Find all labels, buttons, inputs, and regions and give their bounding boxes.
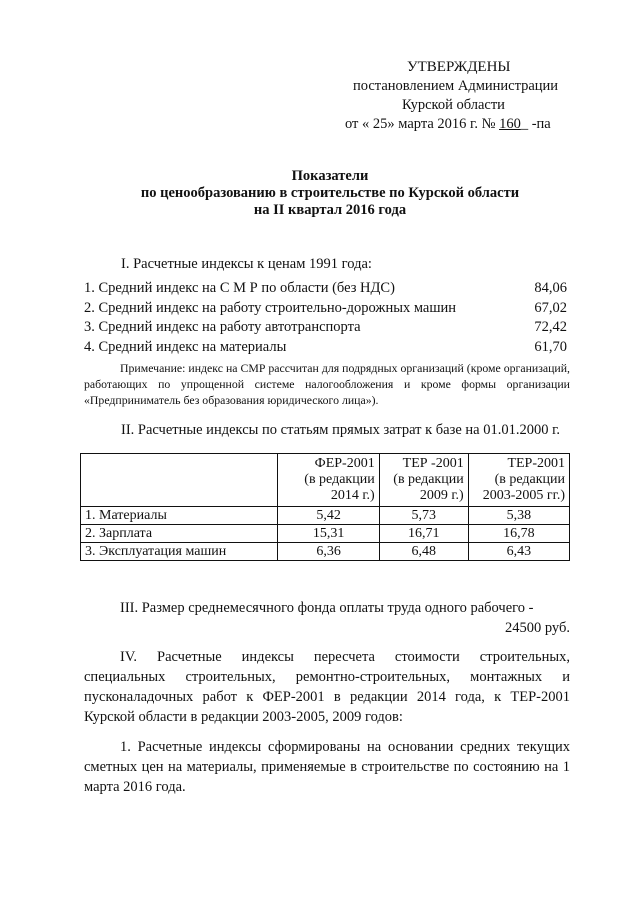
index-label: 2. Средний индекс на работу строительно-дорожных машин xyxy=(84,299,457,316)
column-header-line: (в редакции xyxy=(393,472,464,487)
section-4-text: IV. Расчетные индексы пересчета стоимости строительных, специальных строительных, ремонтно-строительных, монтажных и пусконаладочных работ к ФЕР-2001 в редакции 2014 года, к ТЕР-2001 Курской области в редакции 2003-2005, 2009 годов: xyxy=(84,649,570,725)
section-3-amount: 24500 руб. xyxy=(505,620,570,636)
table-cell: 6,48 xyxy=(379,543,468,561)
table-cell: 16,71 xyxy=(379,525,468,543)
direct-cost-index-table xyxy=(80,453,570,561)
row-label: 2. Зарплата xyxy=(81,525,278,543)
table-header-cell xyxy=(468,454,569,507)
index-value: 61,70 xyxy=(534,338,567,355)
approval-block xyxy=(345,58,585,134)
section-3-text: III. Размер среднемесячного фонда оплаты труда одного рабочего - xyxy=(120,600,534,616)
approval-date: от « 25» марта 2016 г. № xyxy=(345,116,500,132)
note-text: Примечание: индекс на СМР рассчитан для подрядных организаций (кроме организаций, работающих по упрощенной системе налогообложения и кроме формы организации «Предприниматель без образования юридического лица»). xyxy=(84,361,570,407)
column-header-line: 2014 г.) xyxy=(330,488,375,503)
table-cell: 15,31 xyxy=(278,525,379,543)
table-row xyxy=(81,525,570,543)
index-value: 67,02 xyxy=(534,299,567,316)
approval-line-2: постановлением Администрации xyxy=(353,78,559,94)
approval-number: 160 xyxy=(499,116,521,132)
table-cell: 6,43 xyxy=(468,543,569,561)
column-header-line: (в редакции xyxy=(304,472,375,487)
table-row xyxy=(81,507,570,525)
list-item xyxy=(84,279,567,299)
approval-line-4 xyxy=(345,115,585,134)
section-1-note xyxy=(84,360,570,408)
table-cell: 6,36 xyxy=(278,543,379,561)
section-1-heading: I. Расчетные индексы к ценам 1991 года: xyxy=(121,256,372,272)
column-header-line: ФЕР-2001 xyxy=(314,456,375,471)
table-header-cell xyxy=(278,454,379,507)
list-item xyxy=(84,299,567,319)
table-header-row xyxy=(81,454,570,507)
document-title xyxy=(90,168,570,219)
section-4-item-1 xyxy=(84,737,570,797)
column-header-line: 2003-2005 гг.) xyxy=(482,488,565,503)
index-label: 3. Средний индекс на работу автотранспорта xyxy=(84,319,361,335)
title-line-2: по ценообразованию в строительстве по Курской области xyxy=(140,185,520,201)
index-label: 1. Средний индекс на С М Р по области (без НДС) xyxy=(84,280,395,296)
table-cell: 5,42 xyxy=(278,507,379,525)
row-label: 3. Эксплуатация машин xyxy=(81,543,278,561)
section-2-heading: II. Расчетные индексы по статьям прямых затрат к базе на 01.01.2000 г. xyxy=(121,422,561,438)
column-header-line: (в редакции xyxy=(494,472,565,487)
list-item xyxy=(84,318,567,338)
section-3 xyxy=(120,598,570,638)
approval-line-3: Курской области xyxy=(402,97,505,113)
index-value: 84,06 xyxy=(534,280,567,296)
table-cell: 16,78 xyxy=(468,525,569,543)
approval-suffix: _ -па xyxy=(520,116,551,132)
list-item xyxy=(84,338,567,358)
table-header-empty-cell xyxy=(81,454,278,507)
index-label: 4. Средний индекс на материалы xyxy=(84,338,287,355)
section-1-index-list xyxy=(84,279,567,357)
table-header-cell xyxy=(379,454,468,507)
table-cell: 5,73 xyxy=(379,507,468,525)
index-value: 72,42 xyxy=(534,319,567,335)
section-4 xyxy=(84,647,570,727)
title-line-3: на II квартал 2016 года xyxy=(253,202,407,218)
column-header-line: 2009 г.) xyxy=(419,488,464,503)
row-label: 1. Материалы xyxy=(81,507,278,525)
section-4-item-1-text: 1. Расчетные индексы сформированы на основании средних текущих сметных цен на материалы, применяемые в строительстве по состоянию на 1 марта 2016 года. xyxy=(84,739,570,795)
column-header-line: ТЕР -2001 xyxy=(402,456,464,471)
title-line-1: Показатели xyxy=(291,168,369,184)
approval-title: УТВЕРЖДЕНЫ xyxy=(407,59,511,75)
column-header-line: ТЕР-2001 xyxy=(507,456,565,471)
table-cell: 5,38 xyxy=(468,507,569,525)
table-row xyxy=(81,543,570,561)
